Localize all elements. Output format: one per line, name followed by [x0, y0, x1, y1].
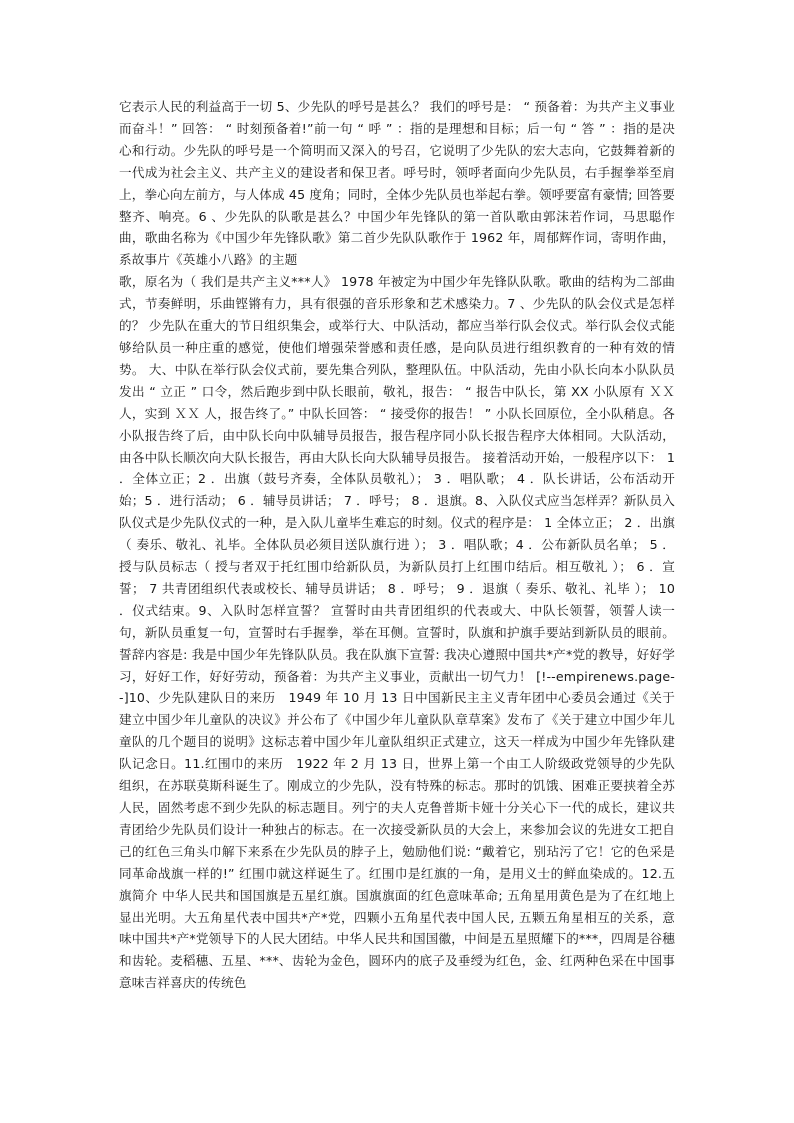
body-text: [119, 96, 675, 994]
paragraph-1: 它表示人民的利益高于一切 5、少先队的呼号是甚么？ 我们的呼号是： “ 预备着：为共产主义事业而奋斗！” 回答： “ 时刻预备着!”前一句 “ 呼 ” ：指的是理想和目标；后一句 “ 答 ” ：指的是决心和行动。少先队的呼号是一个简明而又深入的号召，它说明了少先队的宏大志向，它鼓舞着新的一代成为社会主义、共产主义的建设者和保卫者。呼号时，领呼者面向少先队员，右手握拳举至肩上，拳心向左前方，与人体成 45 度角；同时，全体少先队员也举起右拳。领呼要富有豪情; 回答要整齐、响亮。6 、少先队的队歌是甚么？中国少年先锋队的第一首队歌由郭沫若作词，马思聪作曲，歌曲名称为《中国少年先锋队歌》第二首少先队队歌作于 1962 年，周郁辉作词，寄明作曲，系故事片《英雄小八路》的主题: [119, 99, 675, 268]
paragraph-2: 歌，原名为（ 我们是共产主义***人》 1978 年被定为中国少年先锋队队歌。歌曲的结构为二部曲式，节奏鲜明，乐曲铿锵有力，具有很强的音乐形象和艺术感染力。7 、少先队的队会仪式是怎样的？ 少先队在重大的节日组织集会，或举行大、中队活动，都应当举行队会仪式。举行队会仪式能够给队员一种庄重的感觉，使他们增强荣誉感和责任感，是向队员进行组织教育的一种有效的情势。 大、中队在举行队会仪式前，要先集合列队，整理队伍。中队活动，先由小队长向本小队队员发出 “ 立正 ” 口令，然后跑步到中队长眼前，敬礼，报告： “ 报告中队长，第 XX 小队原有 ＸＸ 人，实到 ＸＸ 人，报告终了。” 中队长回答： “ 接受你的报告！ ” 小队长回原位，全小队稍息。各小队报告终了后，由中队长向中队辅导员报告，报告程序同小队长报告程序大体相同。大队活动，由各中队长顺次向大队长报告，再由大队长向大队辅导员报告。 接着活动开始，一般程序以下： 1 ．全体立正；2 ．出旗（鼓号齐奏，全体队员敬礼）； 3 ．唱队歌； 4 ．队长讲话，公布活动开始；5 ．进行活动； 6 ．辅导员讲话； 7 ．呼号； 8 ．退旗。8、入队仪式应当怎样弄？新队员入队仪式是少先队仪式的一种，是入队儿童毕生难忘的时刻。仪式的程序是： 1 全体立正； 2 ．出旗（ 奏乐、敬礼、礼毕。全体队员必须目送队旗行进 ）； 3 ．唱队歌；4 ．公布新队员名单； 5 ．授与队员标志（ 授与者双于托红围巾给新队员，为新队员打上红围巾结后。相互敬礼 ）； 6 ．宣誓； 7 共青团组织代表或校长、辅导员讲话； 8 ．呼号； 9 ．退旗（ 奏乐、敬礼、礼毕 ）； 10 ．仪式结束。9、入队时怎样宣誓？ 宣誓时由共青团组织的代表或大、中队长领誓，领誓人读一句，新队员重复一句，宣誓时右手握拳，举在耳侧。宣誓时，队旗和护旗手要站到新队员的眼前。誓辞内容是: 我是中国少年先锋队队员。我在队旗下宣誓: 我决心遵照中国共*产*党的教导，好好学习，好好工作，好好劳动，预备着：为共产主义事业，贡献出一切气力！ [!--empirenews.page--]10、少先队建队日的来历 1949 年 10 月 13 日中国新民主主义青年团中心委员会通过《关于建立中国少年儿童队的决议》并公布了《中国少年儿童队队章草案》发布了《关于建立中国少年儿童队的几个题目的说明》这标志着中国少年儿童队组织正式建立，这天一样成为中国少年先锋队建队记念日。11.红围巾的来历 1922 年 2 月 13 日，世界上第一个由工人阶级政党领导的少先队组织，在苏联莫斯科诞生了。刚成立的少先队，没有特殊的标志。那时的饥饿、困难正要挟着全苏人民，固然考虑不到少先队的标志题目。列宁的夫人克鲁普斯卡娅十分关心下一代的成长，建议共青团给少先队员们设计一种独占的标志。在一次接受新队员的大会上，来参加会议的先进女工把自己的红色三角头巾解下来系在少先队员的脖子上，勉励他们说: “戴着它，别玷污了它！它的色采是同革命战旗一样的!” 红围巾就这样诞生了。红围巾是红旗的一角，是用义士的鲜血染成的。12.五旗简介 中华人民共和国国旗是五星红旗。国旗旗面的红色意味革命; 五角星用黄色是为了在红地上显出光明。大五角星代表中国共*产*党，四颗小五角星代表中国人民, 五颗五角星相互的关系，意味中国共*产*党领导下的人民大团结。中华人民共和国国徽，中间是五星照耀下的***，四周是谷穗和齿轮。麦稻穗、五星、***、齿轮为金色，圆环内的底子及垂绶为红色，金、红两种色采在中国事意味吉祥喜庆的传统色: [119, 274, 675, 991]
